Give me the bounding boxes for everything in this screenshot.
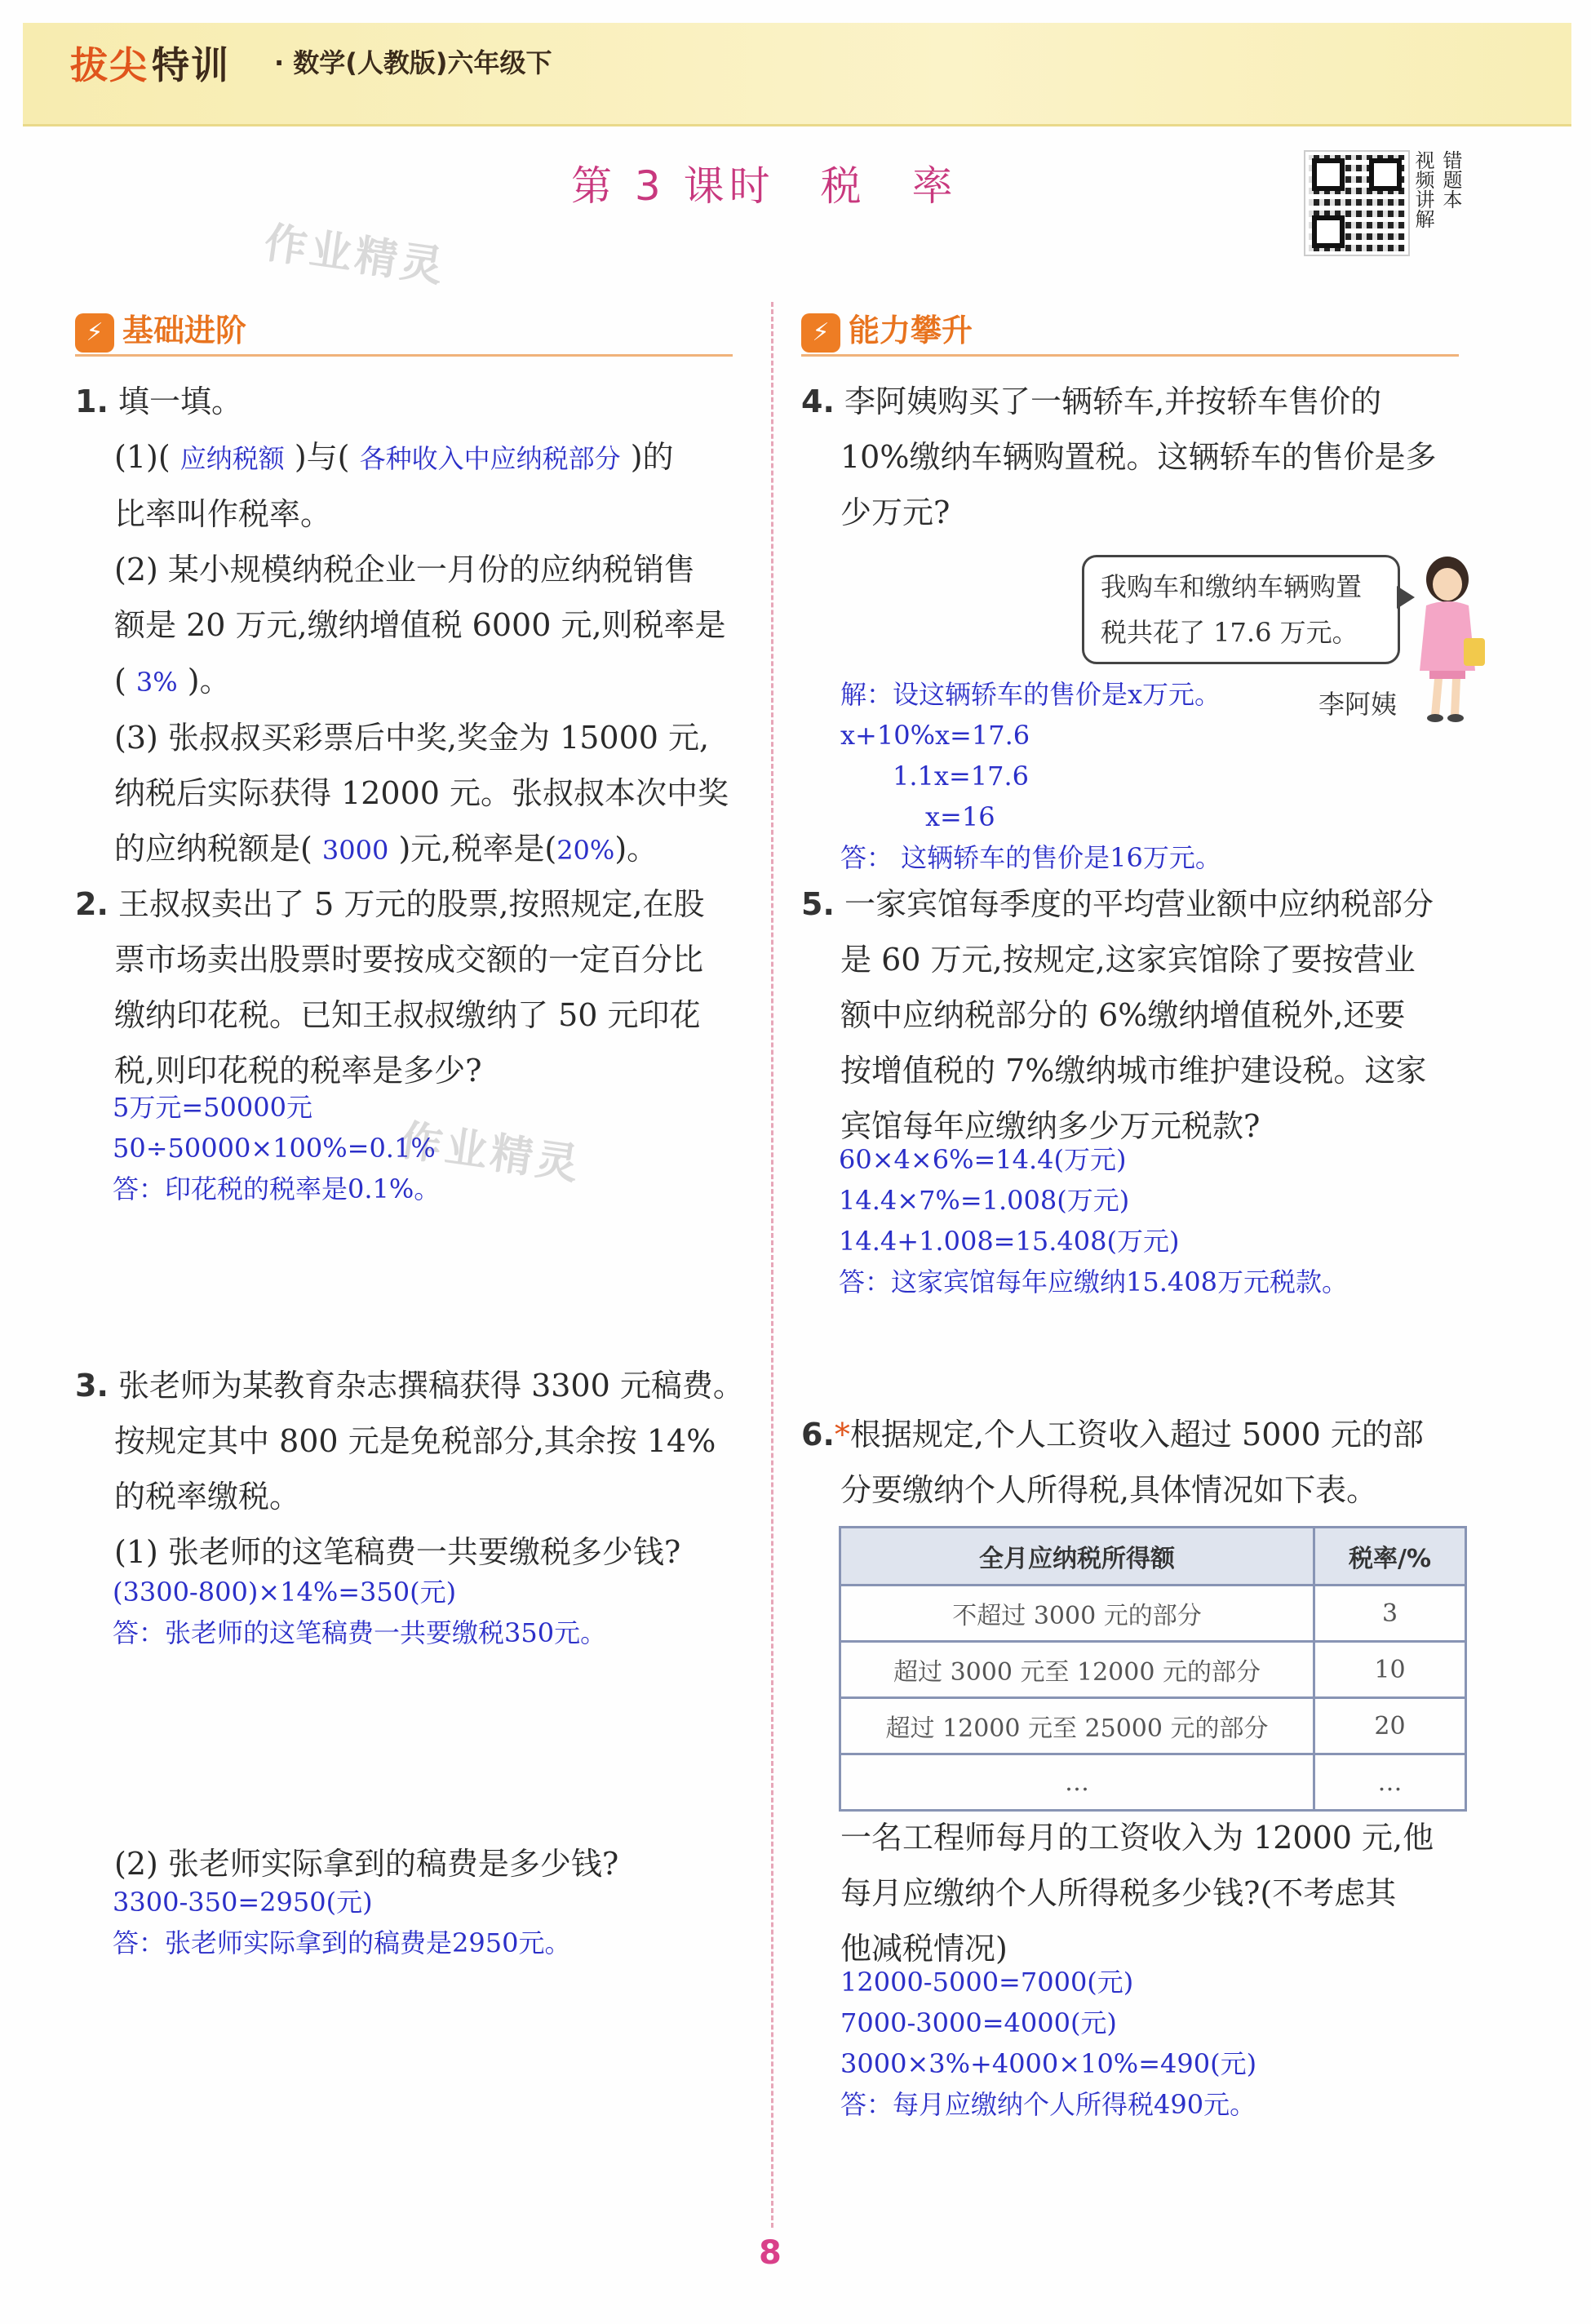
text: 按增值税的 7%缴纳城市维护建设税。这家 xyxy=(840,1053,1427,1089)
question-stem: 填一填。 xyxy=(117,384,242,419)
text: )与( xyxy=(294,439,350,475)
watermark: 作业精灵 xyxy=(261,218,450,293)
text: 额中应纳税部分的 6%缴纳增值税外,还要 xyxy=(840,997,1406,1033)
column-header: 全月应纳税所得额 xyxy=(840,1528,1314,1586)
question-number: 1. xyxy=(75,384,109,419)
question-3-part2 xyxy=(75,1836,744,1963)
text: 根据规定,个人工资收入超过 5000 元的部 xyxy=(849,1417,1424,1452)
lesson-title: 第 3 课时 税 率 xyxy=(571,162,958,210)
answer-line: 答：每月应缴纳个人所得税490元。 xyxy=(840,2089,1256,2120)
speech-bubble xyxy=(1082,555,1400,664)
text: 按规定其中 800 元是免税部分,其余按 14% xyxy=(114,1423,716,1459)
answer-line: 答： 这辆轿车的售价是16万元。 xyxy=(840,842,1221,873)
text: 的应纳税额是( xyxy=(114,831,312,867)
aunt-li-illustration xyxy=(1397,548,1495,728)
table-cell: 超过 3000 元至 12000 元的部分 xyxy=(840,1642,1314,1698)
qr-tools xyxy=(1412,150,1464,255)
answer-blank: 3000 xyxy=(321,835,389,866)
text: 是 60 万元,按规定,这家宾馆除了要按营业 xyxy=(840,942,1416,978)
question-6-continued xyxy=(840,1810,1485,2125)
speaker-label: 李阿姨 xyxy=(1318,689,1398,720)
brand-part1: 拔尖 xyxy=(70,43,148,87)
question-5 xyxy=(801,876,1470,1302)
answer-blank: 3% xyxy=(135,667,178,698)
answer-line: 60×4×6%=14.4(万元) xyxy=(839,1144,1127,1175)
answer-line: 50÷50000×100%=0.1% xyxy=(113,1133,436,1164)
table-row xyxy=(840,1642,1466,1698)
text: )。 xyxy=(187,663,231,699)
text: ( xyxy=(114,663,126,699)
sub-question: (1) 张老师的这笔稿费一共要缴税多少钱? xyxy=(114,1534,681,1570)
section-head-basic xyxy=(75,305,246,354)
video-explain-label: 视频讲解 xyxy=(1412,150,1434,228)
answer-line: (3300-800)×14%=350(元) xyxy=(113,1577,457,1608)
question-4 xyxy=(801,374,1470,540)
table-row xyxy=(840,1698,1466,1754)
answer-line: 答：印花税的税率是0.1%。 xyxy=(113,1173,441,1204)
text: 分要缴纳个人所得税,具体情况如下表。 xyxy=(840,1472,1378,1508)
brand-part2: 特训 xyxy=(152,43,230,87)
answer-line: 解：设这辆轿车的售价是x万元。 xyxy=(840,679,1221,710)
watermark: 作业精灵 xyxy=(397,1115,585,1191)
question-3 xyxy=(75,1358,744,1653)
answer-line: x+10%x=17.6 xyxy=(840,720,1030,751)
text: 王叔叔卖出了 5 万元的股票,按照规定,在股 xyxy=(117,886,705,922)
text: (2) 某小规模纳税企业一月份的应纳税销售 xyxy=(114,552,695,588)
text: 纳税后实际获得 12000 元。张叔叔本次中奖 xyxy=(114,775,729,811)
difficulty-star-icon: * xyxy=(834,1417,850,1452)
question-number: 2. xyxy=(75,886,109,922)
answer-line: 7000-3000=4000(元) xyxy=(840,2007,1117,2038)
answer-line: 3300-350=2950(元) xyxy=(113,1887,373,1918)
question-2 xyxy=(75,876,744,1209)
text: 张老师为某教育杂志撰稿获得 3300 元稿费。 xyxy=(117,1368,744,1404)
table-cell: 不超过 3000 元的部分 xyxy=(840,1586,1314,1642)
book-subtitle: · 数学(人教版)六年级下 xyxy=(274,47,552,78)
table-header-row xyxy=(840,1528,1466,1586)
header-bar xyxy=(23,23,1571,126)
qr-code-icon[interactable] xyxy=(1305,152,1408,255)
text: 10%缴纳车辆购置税。这辆轿车的售价是多 xyxy=(840,439,1437,475)
answer-line: 答：张老师实际拿到的稿费是2950元。 xyxy=(113,1927,571,1958)
section-head-advanced xyxy=(801,305,973,354)
page-number: 8 xyxy=(759,2234,782,2272)
text: 一家宾馆每季度的平均营业额中应纳税部分 xyxy=(844,886,1434,922)
answer-line: 5万元=50000元 xyxy=(113,1092,312,1123)
answer-line: 14.4×7%=1.008(万元) xyxy=(839,1185,1130,1216)
question-6 xyxy=(801,1407,1470,1518)
text: 每月应缴纳个人所得税多少钱?(不考虑其 xyxy=(840,1875,1397,1911)
text: )元,税率是( xyxy=(398,831,557,867)
question-1 xyxy=(75,374,744,878)
column-divider xyxy=(771,302,773,2228)
answer-line: 答：这家宾馆每年应缴纳15.408万元税款。 xyxy=(839,1266,1348,1297)
brand-logo xyxy=(70,36,230,90)
text: )的 xyxy=(630,439,674,475)
answer-blank: 各种收入中应纳税部分 xyxy=(359,443,621,474)
table-row xyxy=(840,1754,1466,1811)
answer-blank: 20% xyxy=(556,835,615,866)
answer-line: 答：张老师的这笔稿费一共要缴税350元。 xyxy=(113,1617,607,1648)
answer-blank: 应纳税额 xyxy=(179,443,285,474)
question-number: 4. xyxy=(801,384,835,419)
table-row xyxy=(840,1586,1466,1642)
climbing-icon: ⚡ xyxy=(801,313,840,353)
column-header: 税率/% xyxy=(1314,1528,1466,1586)
text: 额是 20 万元,缴纳增值税 6000 元,则税率是 xyxy=(114,607,726,643)
text: (1)( xyxy=(114,439,171,475)
table-cell: 20 xyxy=(1314,1698,1466,1754)
tax-rate-table xyxy=(839,1526,1467,1812)
section-title: 能力攀升 xyxy=(849,313,973,348)
running-person-icon: ⚡ xyxy=(75,313,114,353)
section-title: 基础进阶 xyxy=(122,313,247,348)
text: 税,则印花税的税率是多少? xyxy=(114,1053,482,1089)
question-4-answers xyxy=(840,674,1330,878)
text: 少万元? xyxy=(840,495,951,530)
text: )。 xyxy=(614,831,658,867)
answer-line: x=16 xyxy=(925,801,995,832)
text: 他减税情况) xyxy=(840,1931,1008,1967)
answer-line: 12000-5000=7000(元) xyxy=(840,1967,1134,1998)
text: (3) 张叔叔买彩票后中奖,奖金为 15000 元, xyxy=(114,720,710,756)
question-number: 5. xyxy=(801,886,835,922)
answer-line: 1.1x=17.6 xyxy=(893,761,1029,792)
text: 一名工程师每月的工资收入为 12000 元,他 xyxy=(840,1820,1434,1856)
text: 宾馆每年应缴纳多少万元税款? xyxy=(840,1108,1261,1144)
table-cell: … xyxy=(840,1754,1314,1811)
text: 缴纳印花税。已知王叔叔缴纳了 50 元印花 xyxy=(114,997,701,1033)
mistake-book-label: 错题本 xyxy=(1439,150,1462,209)
text: 的税率缴税。 xyxy=(114,1479,301,1515)
text: 李阿姨购买了一辆轿车,并按轿车售价的 xyxy=(844,384,1382,419)
sub-question: (2) 张老师实际拿到的稿费是多少钱? xyxy=(114,1846,619,1882)
bubble-text: 我购车和缴纳车辆购置 xyxy=(1101,571,1363,602)
text: 票市场卖出股票时要按成交额的一定百分比 xyxy=(114,942,704,978)
table-cell: 3 xyxy=(1314,1586,1466,1642)
text: 比率叫作税率。 xyxy=(114,496,332,532)
answer-line: 14.4+1.008=15.408(万元) xyxy=(839,1226,1180,1257)
question-number: 6. xyxy=(801,1417,835,1452)
table-cell: … xyxy=(1314,1754,1466,1811)
table-cell: 10 xyxy=(1314,1642,1466,1698)
bubble-text: 税共花了 17.6 万元。 xyxy=(1101,617,1358,648)
question-number: 3. xyxy=(75,1368,109,1404)
answer-line: 3000×3%+4000×10%=490(元) xyxy=(840,2048,1257,2079)
table-cell: 超过 12000 元至 25000 元的部分 xyxy=(840,1698,1314,1754)
